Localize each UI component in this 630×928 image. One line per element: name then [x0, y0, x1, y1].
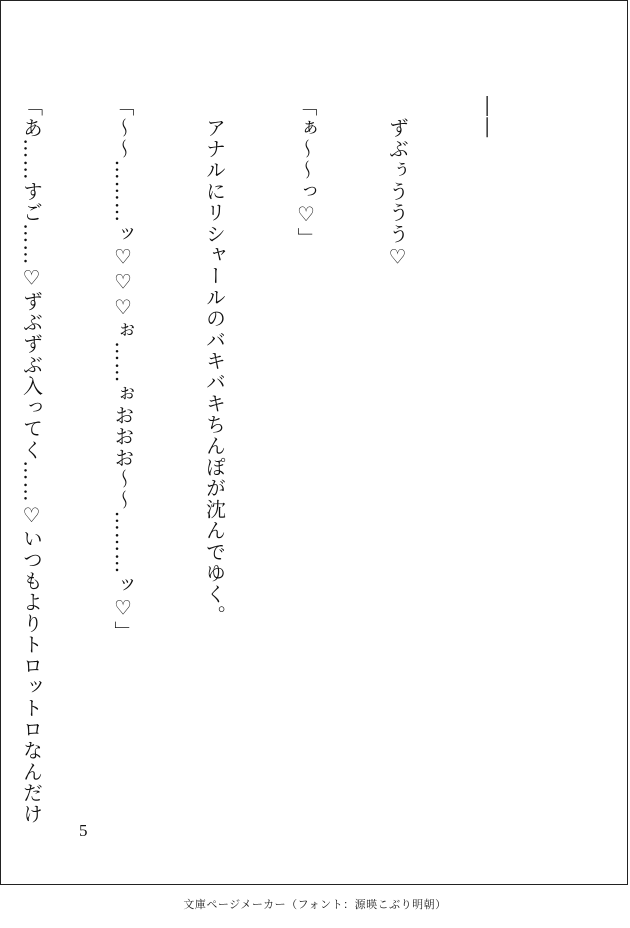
text-line: ――: [477, 96, 501, 139]
text-line: アナルにリシャールのバキバキちんぽが沈んでゆく。: [202, 96, 227, 626]
page-number: 5: [79, 821, 88, 840]
text-line: 「〜〜………ッ♡♡♡ぉ……ぉおおお〜〜………ッ♡」: [111, 96, 135, 642]
footer-caption: 文庫ページメーカー（フォント：源暎こぶり明朝）: [183, 898, 447, 911]
text-line: 「ぁ〜〜っ♡」: [294, 96, 318, 249]
text-line: ずぶぅううう♡: [385, 96, 410, 270]
text-line: 「あ……すご……♡ずぶずぶ入ってく……♡いつもよりトロットロなんだけ: [19, 96, 44, 825]
vertical-body-text: [0, 96, 565, 836]
